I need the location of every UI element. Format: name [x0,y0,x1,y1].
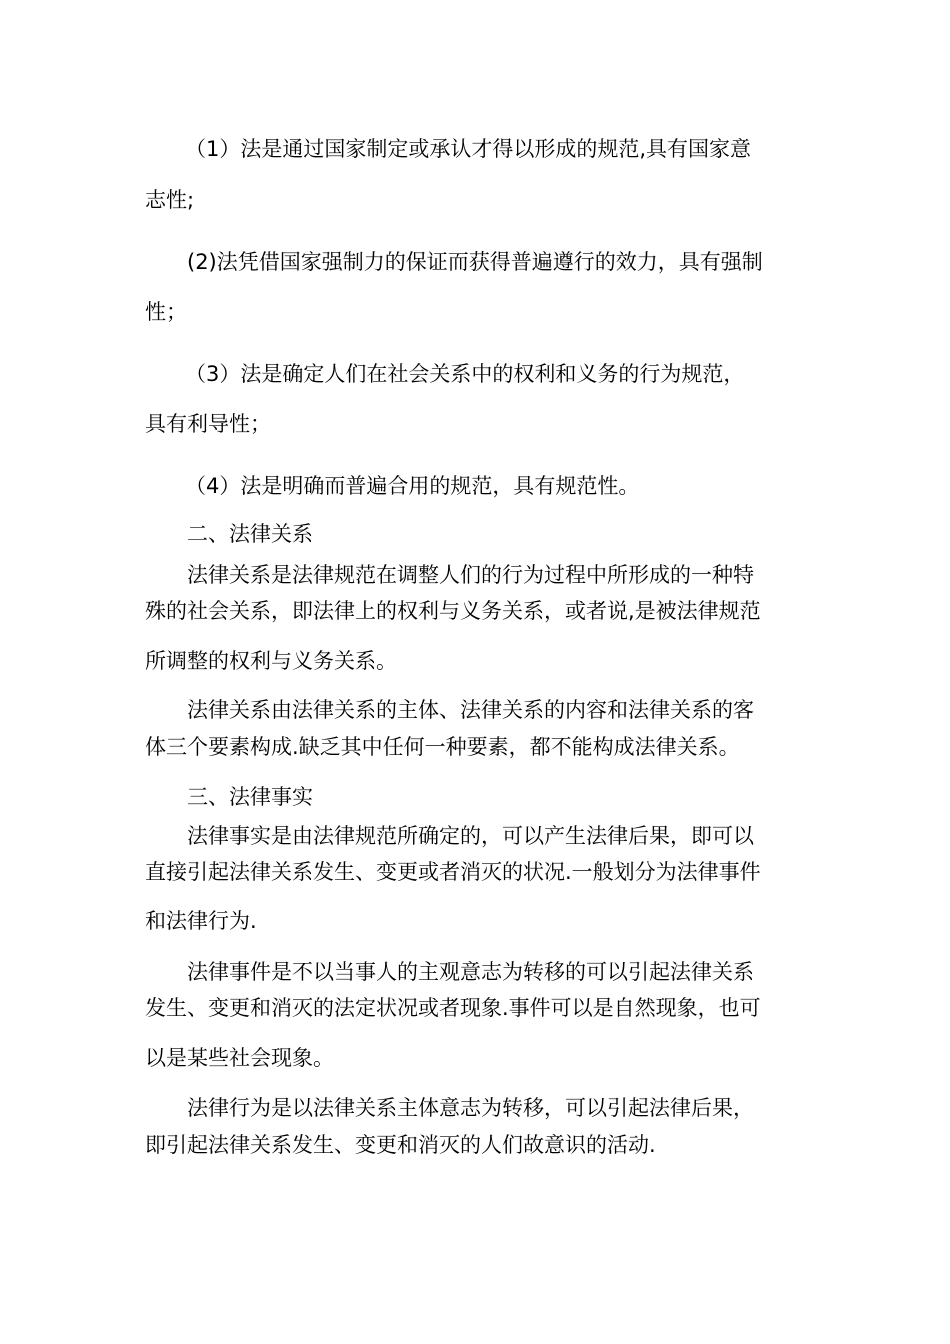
paragraph-8-line-2: 发生、变更和消灭的法定状况或者现象.事件可以是自然现象，也可 [145,996,761,1020]
paragraph-6-line-1: 法律关系由法律关系的主体、法律关系的内容和法律关系的客 [187,698,754,722]
section-heading-3: 三、法律事实 [187,785,313,809]
paragraph-8-line-1: 法律事件是不以当事人的主观意志为转移的可以引起法律关系 [187,960,754,984]
paragraph-1-line-1: （1）法是通过国家制定或承认才得以形成的规范,具有国家意 [185,137,752,161]
paragraph-3-line-2: 具有利导性； [145,412,271,436]
paragraph-2-line-2: 性； [145,300,187,324]
paragraph-5-line-1: 法律关系是法律规范在调整人们的行为过程中所形成的一种特 [187,563,754,587]
paragraph-7-line-1: 法律事实是由法律规范所确定的，可以产生法律后果，即可以 [187,824,754,848]
paragraph-2-line-1: (2)法凭借国家强制力的保证而获得普遍遵行的效力，具有强制 [187,250,763,274]
paragraph-5-line-3: 所调整的权利与义务关系。 [145,649,397,673]
paragraph-3-line-1: （3）法是确定人们在社会关系中的权利和义务的行为规范， [185,362,745,386]
paragraph-5-line-2: 殊的社会关系，即法律上的权利与义务关系，或者说,是被法律规范 [145,599,761,623]
paragraph-8-line-3: 以是某些社会现象。 [145,1046,334,1070]
paragraph-4-line-1: （4）法是明确而普遍合用的规范，具有规范性。 [185,474,640,498]
paragraph-9-line-2: 即引起法律关系发生、变更和消灭的人们故意识的活动. [145,1133,656,1157]
paragraph-7-line-3: 和法律行为. [145,909,257,933]
paragraph-6-line-2: 体三个要素构成.缺乏其中任何一种要素，都不能构成法律关系。 [145,735,740,759]
paragraph-1-line-2: 志性; [145,188,195,212]
paragraph-7-line-2: 直接引起法律关系发生、变更或者消灭的状况.一般划分为法律事件 [145,860,761,884]
paragraph-9-line-1: 法律行为是以法律关系主体意志为转移，可以引起法律后果， [187,1096,754,1120]
section-heading-2: 二、法律关系 [187,522,313,546]
